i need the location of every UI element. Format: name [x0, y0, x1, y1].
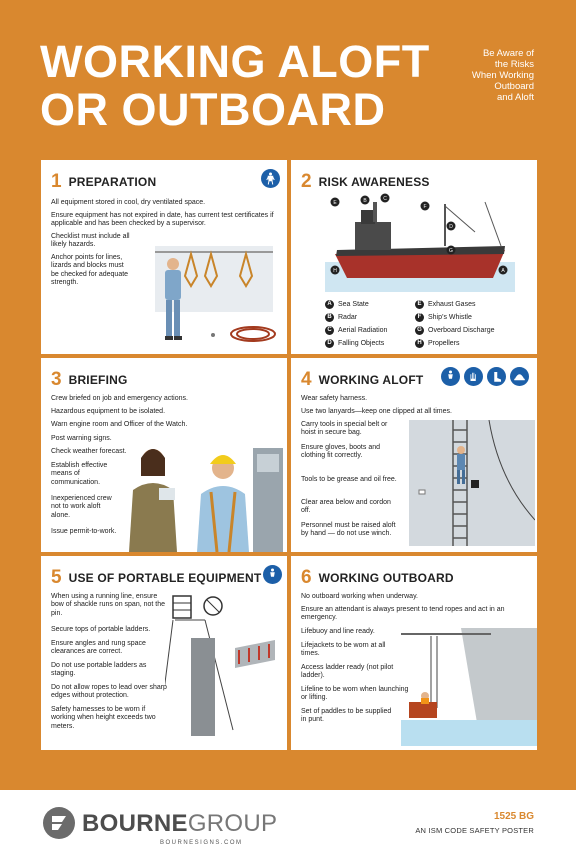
info-line: Lifebuoy and line ready.: [301, 628, 375, 635]
brand-bold: BOURNE: [82, 810, 188, 837]
legend-key: A: [325, 300, 334, 309]
svg-text:B: B: [363, 198, 367, 204]
tagline-line: the Risks: [494, 59, 534, 70]
svg-text:A: A: [501, 268, 505, 274]
info-line: Ensure angles and rung space clearances are correct.: [51, 640, 146, 656]
legend-label: Ship’s Whistle: [428, 314, 472, 321]
title-line-1: WORKING ALOFT: [40, 36, 430, 87]
panel-title: WORKING ALOFT: [318, 373, 424, 387]
info-line: When using a running line, ensure bow of shackle runs on span, not the pin.: [51, 593, 166, 617]
ship-illustration: [325, 192, 515, 292]
panel-working-outboard: [291, 556, 537, 750]
info-line: Set of paddles to be supplied in punt.: [301, 708, 392, 724]
poster-code: 1525 BG: [493, 811, 534, 822]
tagline-line: Be Aware of: [482, 48, 534, 59]
legend-item: [415, 326, 495, 335]
panel-header: [51, 171, 156, 193]
info-line: Ensure gloves, boots and clothing fit correctly.: [301, 444, 380, 460]
svg-text:H: H: [333, 268, 337, 274]
legend-item: [325, 339, 384, 348]
panel-number: 3: [51, 369, 62, 390]
info-line: Secure tops of portable ladders.: [51, 626, 151, 633]
legend-label: Falling Objects: [338, 340, 385, 347]
panel-title: PREPARATION: [68, 175, 157, 189]
svg-text:G: G: [449, 248, 453, 254]
svg-text:C: C: [383, 196, 387, 202]
outboard-illustration: [401, 628, 537, 746]
legend-key: E: [415, 300, 424, 309]
panel-briefing: [41, 358, 287, 552]
info-line: Safety harnesses to be worn if working when height exceeds two meters.: [51, 706, 156, 730]
helmet-sign-icon: [510, 367, 529, 386]
title-line-2: OR OUTBOARD: [40, 84, 386, 135]
panel-header: [301, 171, 430, 193]
poster-subtitle: AN ISM CODE SAFETY POSTER: [415, 826, 534, 835]
info-line: Use two lanyards—keep one clipped at all times.: [301, 408, 452, 415]
panel-number: 4: [301, 369, 312, 390]
portable-equipment-illustration: [165, 590, 283, 746]
info-line: Do not allow ropes to lead over sharp edges without protection.: [51, 684, 167, 700]
legend-label: Overboard Discharge: [428, 327, 495, 334]
legend-item: [415, 313, 472, 322]
legend-key: G: [415, 326, 424, 335]
tagline-line: Outboard: [494, 81, 534, 92]
legend-label: Aerial Radiation: [338, 327, 388, 334]
panel-title: BRIEFING: [68, 373, 128, 387]
info-line: Lifeline to be worn when launching or lifting.: [301, 686, 409, 702]
info-line: Ensure an attendant is always present to tend ropes and act in an emergency.: [301, 606, 505, 622]
tagline: [472, 48, 534, 103]
info-line: All equipment stored in cool, dry ventilated space.: [51, 199, 206, 206]
legend-item: [415, 300, 475, 309]
info-line: Post warning signs.: [51, 435, 112, 442]
panel-number: 1: [51, 171, 62, 192]
legend-label: Exhaust Gases: [428, 301, 476, 308]
tagline-line: and Aloft: [497, 92, 534, 103]
brand-light: GROUP: [187, 810, 278, 837]
panel-working-aloft: [291, 358, 537, 552]
info-line: Ensure equipment has not expired in date, has current test certificates if applicable and has been checked by a supervisor.: [51, 212, 274, 228]
boots-sign-icon: [487, 367, 506, 386]
info-line: Do not use portable ladders as staging.: [51, 662, 147, 678]
info-line: Anchor points for lines, lizards and blocks must be checked for adequate strength.: [51, 254, 129, 287]
panel-header: [51, 567, 261, 589]
info-line: Access ladder ready (not pilot ladder).: [301, 664, 394, 680]
website: BOURNESIGNS.COM: [160, 840, 243, 846]
info-line: Issue permit-to-work.: [51, 528, 117, 535]
info-line: Establish effective means of communication.: [51, 462, 108, 486]
info-line: Inexperienced crew not to work aloft alone.: [51, 495, 112, 519]
info-line: Hazardous equipment to be isolated.: [51, 408, 166, 415]
info-line: Clear area below and cordon off.: [301, 499, 391, 515]
legend-item: [325, 313, 357, 322]
bourne-logo-icon: [42, 806, 76, 840]
info-line: Wear safety harness.: [301, 395, 368, 402]
info-line: Warn engine room and Officer of the Watch.: [51, 421, 188, 428]
legend-label: Sea State: [338, 301, 369, 308]
info-line: Personnel must be raised aloft by hand — do not use winch.: [301, 522, 396, 538]
panel-title: WORKING OUTBOARD: [318, 571, 454, 585]
svg-text:F: F: [423, 204, 427, 210]
panel-risk-awareness: [291, 160, 537, 354]
poster-title: [40, 38, 430, 134]
legend-item: [415, 339, 460, 348]
harness-sign-icon: [441, 367, 460, 386]
preparation-illustration: [141, 242, 281, 350]
info-line: Tools to be grease and oil free.: [301, 476, 397, 483]
panel-header: [301, 369, 423, 391]
harness-sign-icon: [261, 169, 280, 188]
info-line: Check weather forecast.: [51, 448, 127, 455]
legend-item: [325, 300, 369, 309]
panel-preparation: [41, 160, 287, 354]
legend-key: H: [415, 339, 424, 348]
legend-key: B: [325, 313, 334, 322]
legend-label: Radar: [338, 314, 358, 321]
info-line: No outboard working when underway.: [301, 593, 418, 600]
panel-portable-equipment: [41, 556, 287, 750]
svg-text:E: E: [333, 200, 337, 206]
harness-sign-icon: [263, 565, 282, 584]
briefing-illustration: [123, 438, 283, 552]
mast-illustration: [409, 420, 535, 546]
panel-number: 6: [301, 567, 312, 588]
gloves-sign-icon: [464, 367, 483, 386]
panel-header: [51, 369, 128, 391]
brand-name: [82, 810, 277, 838]
panel-number: 5: [51, 567, 62, 588]
legend-key: C: [325, 326, 334, 335]
panel-title: USE OF PORTABLE EQUIPMENT: [68, 571, 262, 585]
panel-number: 2: [301, 171, 312, 192]
info-line: Checklist must include all likely hazards.: [51, 233, 130, 249]
tagline-line: When Working: [471, 70, 534, 81]
panel-title: RISK AWARENESS: [318, 175, 430, 189]
panel-header: [301, 567, 454, 589]
legend-key: F: [415, 313, 424, 322]
legend-key: D: [325, 339, 334, 348]
info-line: Crew briefed on job and emergency actions.: [51, 395, 188, 402]
info-line: Lifejackets to be worn at all times.: [301, 642, 386, 658]
legend-item: [325, 326, 387, 335]
svg-text:D: D: [449, 224, 453, 230]
info-line: Carry tools in special belt or hoist in secure bag.: [301, 421, 388, 437]
legend-label: Propellers: [428, 340, 460, 347]
